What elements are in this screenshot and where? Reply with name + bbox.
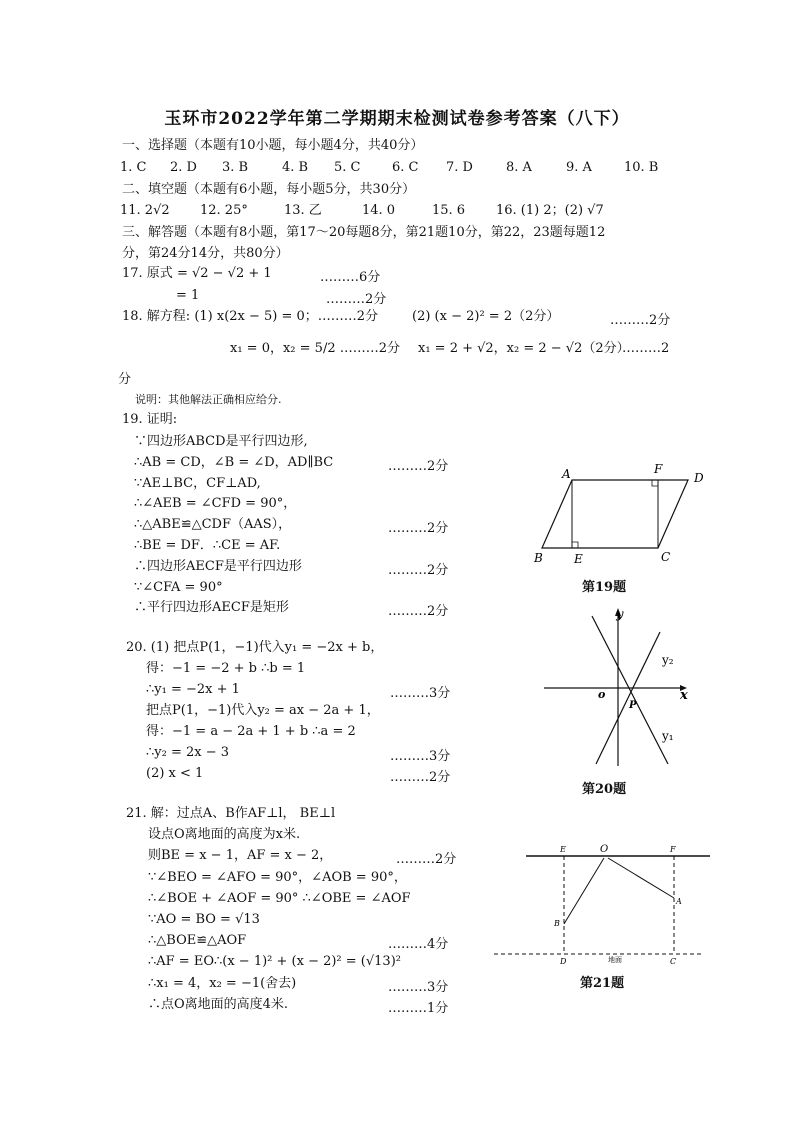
solution-line: ∵AO = BO = √13 bbox=[148, 912, 260, 927]
q21-label-ground: 地面 bbox=[608, 956, 622, 964]
solution-points: ………1分 bbox=[388, 1000, 449, 1016]
solution-line: 21. 解：过点A、B作AF⊥l， BE⊥l bbox=[126, 806, 336, 821]
q18-points1: ………2分 bbox=[610, 313, 671, 328]
q20-label-x: x bbox=[680, 688, 688, 703]
solution-line: 得：−1 = a − 2a + 1 + b ∴a = 2 bbox=[146, 724, 356, 739]
proof-line: ∵四边形ABCD是平行四边形, bbox=[134, 434, 308, 449]
solution-line: ∴y₁ = −2x + 1 bbox=[146, 682, 240, 697]
q18-points2: ………2 bbox=[622, 341, 670, 356]
solution-line: 得：−1 = −2 + b ∴b = 1 bbox=[146, 661, 306, 676]
choice-answer: 3. B bbox=[222, 160, 249, 175]
q20-label-p: P bbox=[629, 700, 637, 711]
solution-line: ∴AF = EO∴(x − 1)² + (x − 2)² = (√13)² bbox=[148, 954, 401, 970]
q17-points2: ………2分 bbox=[326, 292, 387, 307]
q20-figure bbox=[540, 604, 700, 774]
solution-line: ∴∠BOE + ∠AOF = 90° ∴∠OBE = ∠AOF bbox=[148, 890, 411, 906]
q21-label-o: O bbox=[600, 844, 609, 855]
q19-label-e: E bbox=[574, 552, 583, 566]
solution-line: (2) x < 1 bbox=[146, 766, 204, 781]
fill-answer: 11. 2√2 bbox=[120, 203, 170, 218]
q19-head: 19. 证明: bbox=[122, 412, 178, 427]
solution-points: ………3分 bbox=[390, 749, 451, 764]
q17-line2: = 1 bbox=[176, 288, 200, 303]
proof-line: ∵AE⊥BC，CF⊥AD, bbox=[134, 475, 261, 491]
solution-points: ………3分 bbox=[390, 686, 451, 701]
solution-line: 20. (1) 把点P(1，−1)代入y₁ = −2x + b， bbox=[126, 640, 384, 655]
solution-points: ………3分 bbox=[388, 979, 449, 995]
solution-line: ∴x₁ = 4，x₂ = −1(舍去) bbox=[148, 975, 297, 991]
fill-answer: 13. 乙 bbox=[284, 203, 322, 218]
solution-line: ∴△BOE≌△AOF bbox=[148, 933, 247, 949]
solution-line: 把点P(1，−1)代入y₂ = ax − 2a + 1， bbox=[146, 703, 380, 718]
q18-line2a: x₁ = 0，x₂ = 5/2 ………2分 bbox=[230, 341, 400, 356]
choice-answer: 8. A bbox=[506, 160, 532, 175]
proof-line: ∴平行四边形AECF是矩形 bbox=[134, 600, 289, 616]
sec3-header-cont: 分，第24分14分，共80分） bbox=[122, 246, 289, 261]
proof-line: ∴AB = CD，∠B = ∠D，AD∥BC bbox=[134, 454, 334, 470]
fill-answer: 16. (1) 2；(2) √7 bbox=[496, 203, 604, 218]
solution-line: ∴y₂ = 2x − 3 bbox=[146, 745, 230, 760]
choice-answer: 4. B bbox=[282, 160, 309, 175]
choice-answer: 9. A bbox=[566, 160, 592, 175]
proof-points: ………2分 bbox=[388, 604, 449, 620]
fill-answer: 12. 25° bbox=[200, 203, 248, 218]
fill-answer: 14. 0 bbox=[362, 203, 396, 218]
q17-points1: ………6分 bbox=[320, 270, 381, 285]
q21-label-b: B bbox=[554, 919, 560, 928]
sec3-header: 三、解答题（本题有8小题，第17～20每题8分，第21题10分，第22，23题每题12 bbox=[122, 225, 606, 240]
choice-answer: 1. C bbox=[120, 160, 147, 175]
q18-line1b: (2) (x − 2)² = 2（2分） bbox=[412, 309, 560, 324]
q21-label-a: A bbox=[676, 897, 682, 906]
choice-answer: 2. D bbox=[170, 160, 197, 175]
solution-line: ∴点O离地面的高度4米. bbox=[148, 996, 289, 1012]
q20-label-y: y bbox=[616, 607, 623, 621]
q21-caption: 第21题 bbox=[580, 976, 625, 991]
q20-label-y2: y₂ bbox=[662, 653, 674, 667]
choice-answer: 5. C bbox=[334, 160, 361, 175]
q19-label-d: D bbox=[694, 471, 704, 485]
proof-line: ∴BE = DF．∴CE = AF. bbox=[134, 538, 281, 553]
sec2-header: 二、填空题（本题有6小题，每小题5分，共30分） bbox=[122, 182, 416, 197]
q21-label-e: E bbox=[560, 845, 566, 854]
q17-line1: 17. 原式 = √2 − √2 + 1 bbox=[122, 266, 272, 281]
q19-label-b: B bbox=[534, 551, 543, 565]
proof-line: ∴四边形AECF是平行四边形 bbox=[134, 558, 302, 574]
q19-figure bbox=[530, 462, 720, 572]
q21-label-c: C bbox=[670, 957, 677, 966]
q20-caption: 第20题 bbox=[582, 782, 627, 797]
page-title: 玉环市2022学年第二学期期末检测试卷参考答案（八下） bbox=[164, 109, 630, 129]
q19-label-a: A bbox=[562, 467, 571, 481]
q19-label-f: F bbox=[654, 462, 663, 476]
solution-line: 则BE = x − 1，AF = x − 2， bbox=[148, 848, 333, 864]
choice-answer: 10. B bbox=[624, 160, 659, 175]
proof-line: ∵∠CFA = 90° bbox=[134, 579, 223, 595]
proof-points: ………2分 bbox=[388, 458, 449, 474]
fill-answer: 15. 6 bbox=[432, 203, 466, 218]
solution-points: ………4分 bbox=[388, 937, 449, 953]
q21-label-d: D bbox=[560, 957, 567, 966]
q21-label-f: F bbox=[670, 845, 676, 854]
q19-label-c: C bbox=[661, 550, 671, 564]
q18-note: 说明：其他解法正确相应给分. bbox=[135, 393, 282, 406]
solution-line: 设点O离地面的高度为x米. bbox=[148, 827, 301, 843]
solution-points: ………2分 bbox=[396, 852, 457, 868]
q20-label-y1: y₁ bbox=[662, 729, 674, 743]
q21-figure bbox=[490, 840, 710, 970]
choice-answer: 6. C bbox=[392, 160, 419, 175]
q20-label-o: o bbox=[598, 688, 606, 701]
solution-line: ∵∠BEO = ∠AFO = 90°，∠AOB = 90°， bbox=[148, 869, 407, 885]
proof-line: ∴△ABE≌△CDF（AAS）， bbox=[134, 517, 292, 533]
proof-points: ………2分 bbox=[388, 521, 449, 537]
q19-caption: 第19题 bbox=[582, 580, 627, 595]
proof-points: ………2分 bbox=[388, 562, 449, 578]
q18-line1a: 18. 解方程: (1) x(2x − 5) = 0；………2分 bbox=[122, 309, 379, 324]
choice-answer: 7. D bbox=[446, 160, 473, 175]
q18-line2b: x₁ = 2 + √2，x₂ = 2 − √2（2分） bbox=[418, 341, 630, 356]
proof-line: ∴∠AEB = ∠CFD = 90°， bbox=[134, 496, 297, 512]
sec1-header: 一、选择题（本题有10小题，每小题4分，共40分） bbox=[122, 138, 424, 153]
solution-points: ………2分 bbox=[390, 770, 451, 785]
q18-wrap: 分 bbox=[118, 372, 132, 387]
